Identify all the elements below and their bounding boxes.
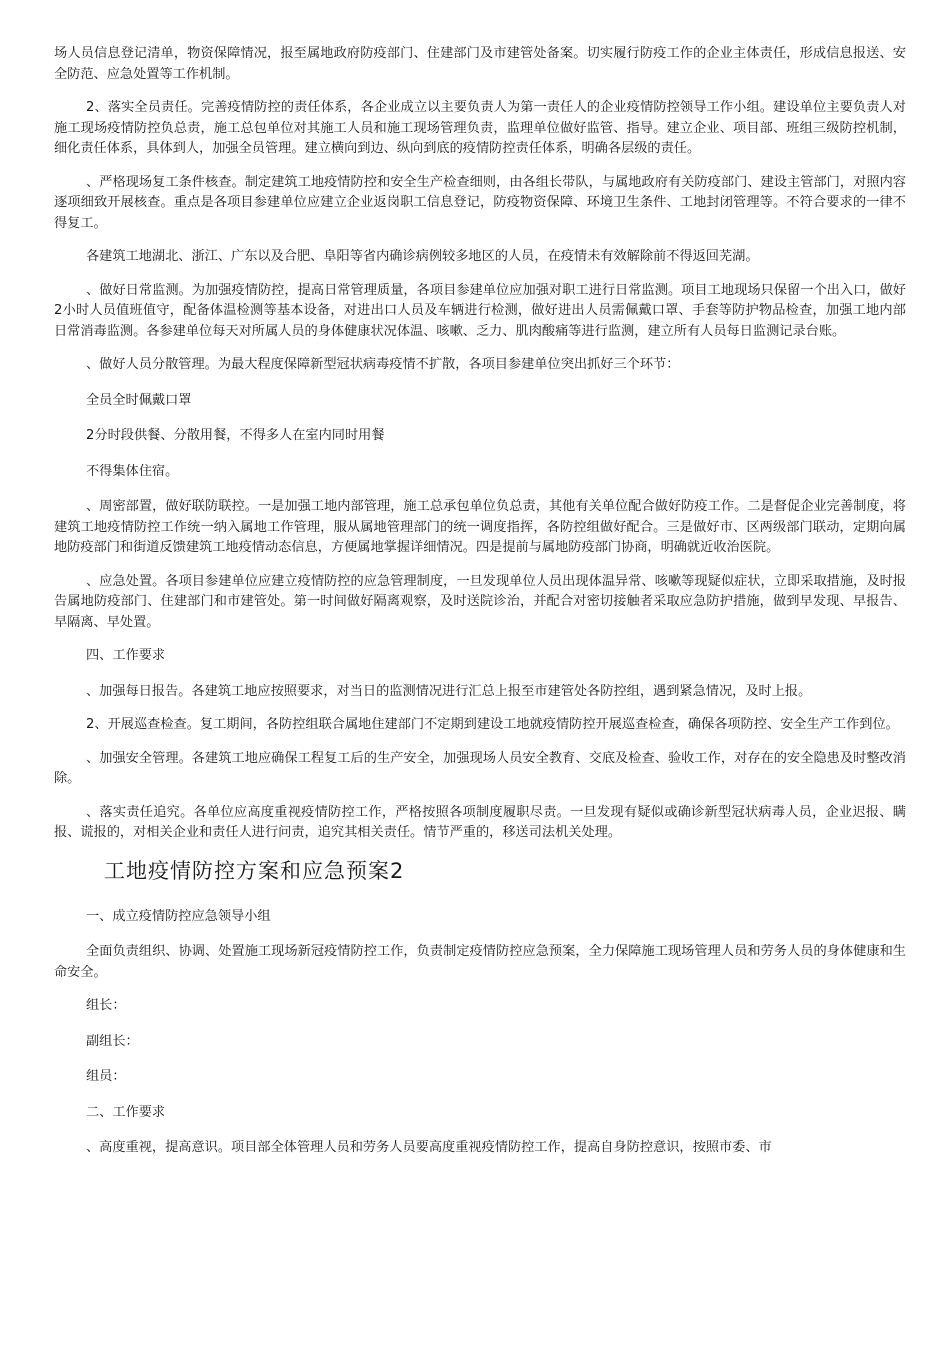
- document-page: [54, 44, 906, 1172]
- section-heading: 一、成立疫情防控应急领导小组: [86, 908, 271, 924]
- paragraph: 、高度重视，提高意识。项目部全体管理人员和劳务人员要高度重视疫情防控工作，提高自身防控意识，按照市委、市: [86, 1140, 772, 1155]
- paragraph: 、落实责任追究。各单位应高度重视疫情防控工作，严格按照各项制度履职尽责。一旦发现有疑似或确诊新型冠状病毒人员，企业迟报、瞒报、谎报的，对相关企业和责任人进行问责，追究其相关责任。情节严重的，移送司法机关处理。: [54, 804, 906, 840]
- paragraph: 、周密部置，做好联防联控。一是加强工地内部管理，施工总承包单位负总责，其他有关单位配合做好防疫工作。二是督促企业完善制度，将建筑工地疫情防控工作统一纳入属地工作管理，服从属地管理部门的统一调度指挥，各防控组做好配合。三是做好市、区两级部门联动，定期向属地防疫部门和街道反馈建筑工地疫情动态信息，方便属地掌握详细情况。四是提前与属地防疫部门协商，明确就近收治医院。: [54, 499, 906, 555]
- paragraph: 2、落实全员责任。完善疫情防控的责任体系，各企业成立以主要负责人为第一责任人的企业疫情防控领导工作小组。建设单位主要负责人对施工现场疫情防控负总责，施工总包单位对其施工人员和施工现场管理负责，监理单位做好监管、指导。建立企业、项目部、班组三级防控机制，细化责任体系，具体到人，加强全员管理。建立横向到边、纵向到底的疫情防控责任体系，明确各层级的责任。: [54, 100, 906, 156]
- paragraph: 场人员信息登记清单，物资保障情况，报至属地政府防疫部门、住建部门及市建管处备案。切实履行防疫工作的企业主体责任，形成信息报送、安全防范、应急处置等工作机制。: [54, 46, 906, 82]
- list-item: 2分时段供餐、分散用餐，不得多人在室内同时用餐: [86, 428, 385, 443]
- paragraph: 、加强每日报告。各建筑工地应按照要求，对当日的监测情况进行汇总上报至市建管处各防控组，遇到紧急情况，及时上报。: [86, 683, 812, 699]
- paragraph: 、加强安全管理。各建筑工地应确保工程复工后的生产安全，加强现场人员安全教育、交底及检查、验收工作，对存在的安全隐患及时整改消除。: [54, 750, 906, 786]
- paragraph: 各建筑工地湖北、浙江、广东以及合肥、阜阳等省内确诊病例较多地区的人员，在疫情未有效解除前不得返回芜湖。: [86, 249, 759, 264]
- section-heading: 四、工作要求: [86, 648, 166, 663]
- paragraph: 、做好人员分散管理。为最大程度保障新型冠状病毒疫情不扩散，各项目参建单位突出抓好三个环节：: [86, 357, 680, 372]
- list-item: 组员：: [86, 1069, 126, 1084]
- paragraph: 2、开展巡查检查。复工期间，各防控组联合属地住建部门不定期到建设工地就疫情防控开展巡查检查，确保各项防控、安全生产工作到位。: [86, 717, 899, 732]
- list-item: 不得集体住宿。: [86, 463, 179, 479]
- paragraph: 、严格现场复工条件核查。制定建筑工地疫情防控和安全生产检查细则，由各组长带队，与属地政府有关防疫部门、建设主管部门，对照内容逐项细致开展核查。重点是各项目参建单位应建立企业返岗职工信息登记，防疫物资保障、环境卫生条件、工地封闭管理等。不符合要求的一律不得复工。: [54, 174, 906, 231]
- document-title: 工地疫情防控方案和应急预案2: [104, 858, 405, 883]
- paragraph: 、应急处置。各项目参建单位应建立疫情防控的应急管理制度，一旦发现单位人员出现体温异常、咳嗽等现疑似症状，立即采取措施，及时报告属地防疫部门、住建部门和市建管处。第一时间做好隔离观察，及时送院诊治，并配合对密切接触者采取应急防护措施，做到早发现、早报告、早隔离、早处置。: [54, 573, 906, 630]
- list-item: 组长：: [86, 998, 126, 1013]
- list-item: 副组长：: [86, 1033, 139, 1049]
- paragraph: 、做好日常监测。为加强疫情防控，提高日常管理质量，各项目参建单位应加强对职工进行日常监测。项目工地现场只保留一个出入口，做好2小时人员值班值守，配备体温检测等基本设备，对进出口人员及车辆进行检测，做好进出人员需佩戴口罩、手套等防护物品检查，加强工地内部日常消毒监测。各参建单位每天对所属人员的身体健康状况体温、咳嗽、乏力、肌肉酸痛等进行监测，建立所有人员每日监测记录台账。: [54, 282, 906, 339]
- section-heading: 二、工作要求: [86, 1104, 166, 1120]
- paragraph: 全面负责组织、协调、处置施工现场新冠疫情防控工作，负责制定疫情防控应急预案，全力保障施工现场管理人员和劳务人员的身体健康和生命安全。: [54, 944, 906, 980]
- list-item: 全员全时佩戴口罩: [86, 392, 192, 408]
